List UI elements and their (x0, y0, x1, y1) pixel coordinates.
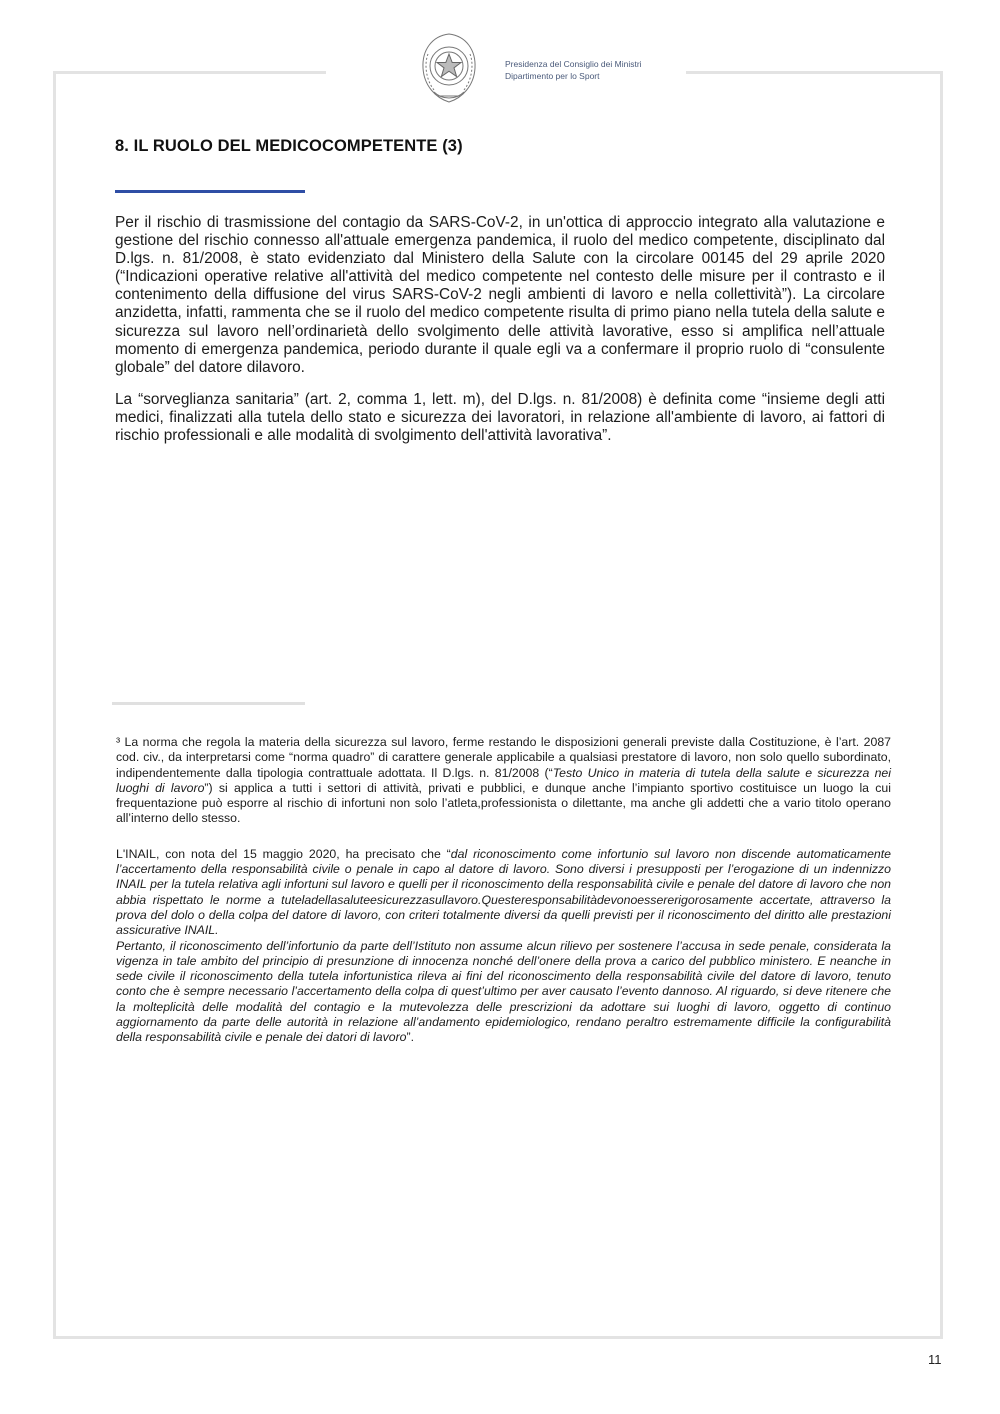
footnote-separator (112, 702, 305, 705)
footnote-paragraph-1 (116, 735, 891, 827)
footnote-p1-italic: Testo Unico in materia di tutela della salute e sicurezza nei luoghi di lavoro (116, 765, 892, 795)
footnote-p3-end: ”. (406, 1030, 415, 1045)
footnote-p2-start: L'INAIL, con nota del 15 maggio 2020, ha precisato che “ (116, 846, 451, 861)
header-line-department: Dipartimento per lo Sport (505, 71, 600, 81)
footnote-paragraph-3 (116, 939, 891, 1046)
footnote-p1-start: ³ La norma che regola la materia della sicurezza sul lavoro, ferme restando le disposizioni generali previste dalla Costituzione, è l’art. 2087 cod. civ., da interpretarsi come “norma quadro” di carattere generale applicabile a qualsiasi prestatore di lavoro, non solo quello subordinato, indipendentemente dalla tipologia contrattuale adottata. Il D.lgs. n. 81/2008 (“ (116, 735, 891, 780)
header-line-presidency: Presidenza del Consiglio dei Ministri (505, 59, 642, 69)
ministry-header (505, 58, 642, 82)
footnote-p1-end: ”) si applica a tutti i settori di attività, privati e pubblici, e dunque anche l’impianto sportivo costituisce un luogo la cui frequentazione può esporre al rischio di infortuni non solo l’atleta,professionista o dilettante, ma anche gli addetti che a vario titolo operano all’interno dello stesso. (116, 780, 891, 826)
footnote-p2-italic: dal riconoscimento come infortunio sul lavoro non discende automaticamente l’accertamento della responsabilità civile o penale in capo al datore di lavoro. Sono diversi i presupposti per l’erogazione di un indennizzo INAIL per la tutela relativa agli infortuni sul lavoro e quelli per il riconoscimento della responsabilità civile e penale del datore di lavoro che non abbia rispettato le norme a tuteladellasaluteesicurezzasullavoro.Questeresponsabilitàdevonoessererigorosamente accertate, attraverso la prova del dolo o della colpa del datore di lavoro, con criteri totalmente diversi da quelli previsti per il riconoscimento del diritto alle prestazioni assicurative INAIL. (116, 846, 891, 938)
footnote-paragraph-2 (116, 847, 891, 939)
title-underline (115, 190, 305, 193)
body-paragraph-2: La “sorveglianza sanitaria” (art. 2, comma 1, lett. m), del D.lgs. n. 81/2008) è definita come “insieme degli atti medici, finalizzati alla tutela dello stato e sicurezza dei lavoratori, in relazione all'ambiente di lavoro, ai fattori di rischio professionali e alle modalità di svolgimento dell'attività lavorativa”. (115, 390, 885, 445)
section-title: 8. IL RUOLO DEL MEDICOCOMPETENTE (3) (115, 137, 463, 155)
italian-republic-emblem-icon (414, 30, 484, 106)
footnote (116, 735, 891, 1046)
body-text (115, 214, 885, 459)
page-number: 11 (928, 1352, 942, 1367)
footnote-p3-italic: Pertanto, il riconoscimento dell’infortunio da parte dell’Istituto non assume alcun rilievo per sostenere l’accusa in sede penale, considerata la vigenza in tale ambito del principio di presunzione di innocenza nonché dell’onere della prova a carico del pubblico ministero. E neanche in sede civile il riconoscimento della tutela infortunistica rileva ai fini del riconoscimento della responsabilità civile del datore di lavoro, tenuto conto che è sempre necessario l’accertamento della colpa di quest’ultimo per aver causato l’evento dannoso. Al riguardo, si deve ritenere che la molteplicità delle modalità del contagio e la mutevolezza delle prescrizioni da adottare sui luoghi di lavoro, oggetto di continuo aggiornamento da parte delle autorità in relazione all’andamento epidemiologico, rendano peraltro estremamente difficile la configurabilità della responsabilità civile e penale dei datori di lavoro (116, 938, 891, 1045)
body-paragraph-1: Per il rischio di trasmissione del contagio da SARS-CoV-2, in un'ottica di approccio integrato alla valutazione e gestione del rischio connesso all'attuale emergenza pandemica, il ruolo del medico competente, disciplinato dal D.lgs. n. 81/2008, è stato evidenziato dal Ministero della Salute con la circolare 00145 del 29 aprile 2020 (“Indicazioni operative relative all'attività del medico competente nel contesto delle misure per il contrasto e il contenimento della diffusione del virus SARS-CoV-2 negli ambienti di lavoro e nella collettività”). La circolare anzidetta, infatti, rammenta che se il ruolo del medico competente risulta di primo piano nella tutela della salute e sicurezza sul lavoro nell’ordinarietà dello svolgimento delle attività lavorative, esso si amplifica nell’attuale momento di emergenza pandemica, periodo durante il quale egli va a confermare il proprio ruolo di “consulente globale” del datore dilavoro. (115, 214, 885, 376)
